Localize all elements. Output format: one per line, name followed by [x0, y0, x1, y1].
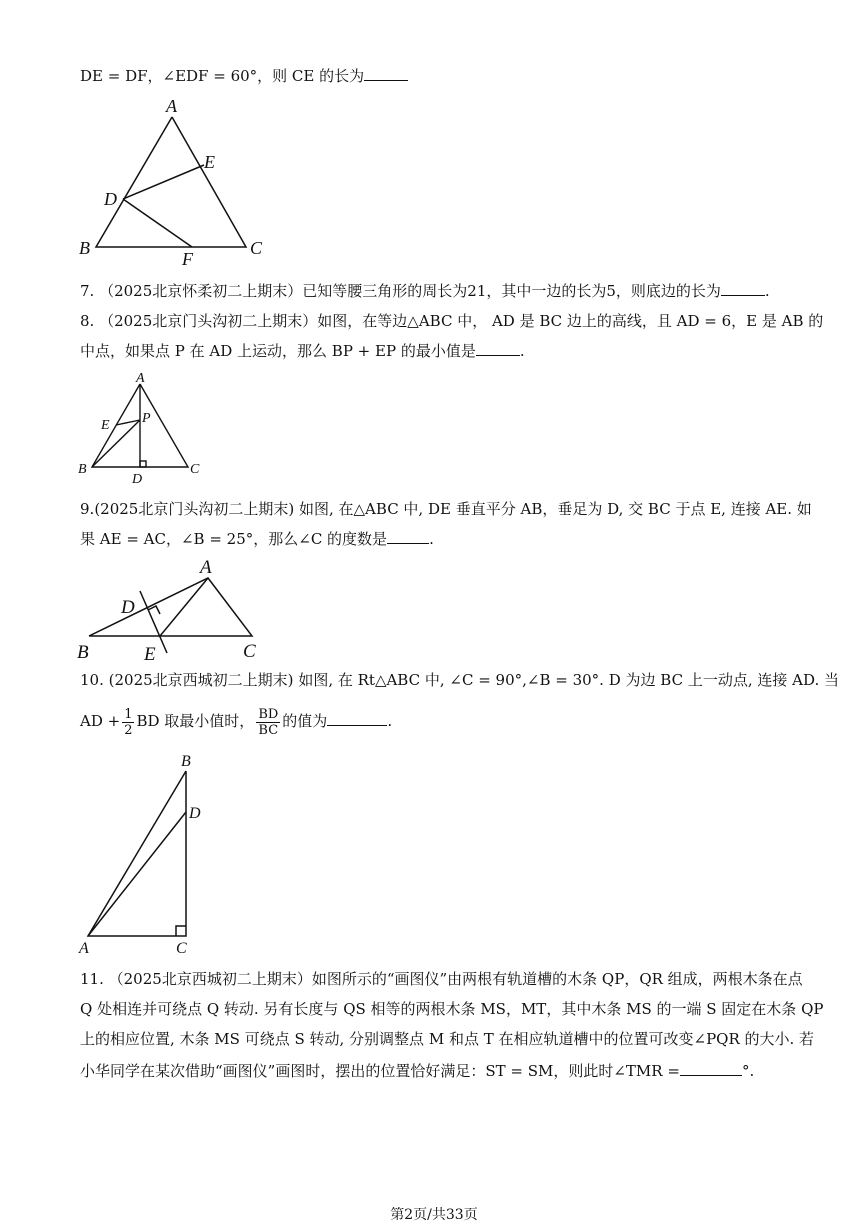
q10-expr-c: 的值为 — [282, 712, 328, 730]
label-c: C — [250, 238, 263, 258]
label-c: C — [243, 641, 256, 662]
label-a: A — [200, 557, 212, 578]
q11-text-1: 如图所示的“画图仪”由两根有轨道槽的木条 QP，QR 组成，两根木条在点 — [311, 970, 803, 988]
label-f: F — [182, 249, 193, 269]
q11-text-3: 上的相应位置, 木条 MS 可绕点 S 转动, 分别调整点 M 和点 T 在相应轨道槽中的位置可改变∠PQR 的大小. 若 — [80, 1030, 815, 1048]
q6-text: DE = DF，∠EDF = 60°，则 CE 的长为 — [80, 67, 365, 85]
q11-source: （2025北京西城初二上期末） — [108, 970, 312, 988]
q9-text-1: 如图, 在△ABC 中, DE 垂直平分 AB，垂足为 D, 交 BC 于点 E, 连接 AE. 如 — [298, 500, 812, 518]
q8-source: （2025北京门头沟初二上期末） — [99, 312, 318, 330]
frac-num: 1 — [124, 706, 133, 722]
q11-end: °. — [741, 1062, 755, 1080]
label-c: C — [190, 462, 200, 477]
label-d: D — [189, 805, 201, 822]
q10-source: (2025北京西城初二上期末) — [108, 671, 294, 689]
q7-end: . — [764, 282, 770, 300]
label-b: B — [78, 462, 87, 477]
question-11-line1 — [80, 969, 803, 989]
page-footer: 第2页/共33页 — [390, 1207, 478, 1223]
q10-expr-b: BD 取最小值时， — [136, 712, 255, 730]
label-b: B — [79, 238, 90, 258]
label-e: E — [204, 152, 215, 172]
label-e: E — [101, 418, 110, 433]
q8-number: 8. — [80, 312, 95, 330]
label-b: B — [77, 642, 89, 663]
label-d: D — [132, 472, 143, 487]
frac-den: BC — [258, 722, 279, 738]
q11-text-4: 小华同学在某次借助“画图仪”画图时，摆出的位置恰好满足：ST = SM，则此时∠TMR = — [80, 1062, 680, 1080]
q7-source: （2025北京怀柔初二上期末） — [99, 282, 303, 300]
frac-den: 2 — [124, 722, 133, 738]
q8-text-2: 中点，如果点 P 在 AD 上运动，那么 BP + EP 的最小值是 — [80, 342, 476, 360]
label-p: P — [142, 411, 151, 426]
q7-number: 7. — [80, 282, 95, 300]
question-11-line2 — [80, 999, 823, 1019]
answer-blank — [680, 1061, 742, 1076]
q10-number: 10. — [80, 671, 104, 689]
label-a: A — [79, 940, 89, 957]
q9-number: 9. — [80, 500, 95, 518]
label-d: D — [104, 189, 117, 209]
q10-expr-a: AD + — [80, 712, 121, 730]
q10-end: . — [387, 712, 393, 730]
q9-text-2: 果 AE = AC，∠B = 25°，那么∠C 的度数是 — [80, 530, 388, 548]
frac-num: BD — [258, 706, 279, 722]
q8-end: . — [519, 342, 525, 360]
label-a: A — [136, 371, 145, 386]
q11-text-2: Q 处相连并可绕点 Q 转动. 另有长度与 QS 相等的两根木条 MS，MT，其中木条 MS 的一端 S 固定在木条 QP — [80, 1000, 824, 1018]
q9-source: (2025北京门头沟初二上期末) — [94, 500, 295, 518]
label-b: B — [181, 753, 191, 770]
question-11-line3 — [80, 1029, 814, 1049]
q7-text: 已知等腰三角形的周长为21，其中一边的长为5，则底边的长为 — [302, 282, 721, 300]
label-c: C — [176, 940, 187, 957]
q10-text-1: 如图, 在 Rt△ABC 中, ∠C = 90°,∠B = 30°. D 为边 BC 上一动点, 连接 AD. 当 — [298, 671, 839, 689]
label-e: E — [144, 644, 156, 665]
q9-end: . — [429, 530, 434, 548]
label-d: D — [121, 597, 135, 618]
label-a: A — [166, 96, 177, 116]
q8-text-1: 如图，在等边△ABC 中， AD 是 BC 边上的高线，且 AD = 6，E 是 AB 的 — [317, 312, 824, 330]
question-11-line4 — [80, 1061, 754, 1081]
q11-number: 11. — [80, 970, 104, 988]
